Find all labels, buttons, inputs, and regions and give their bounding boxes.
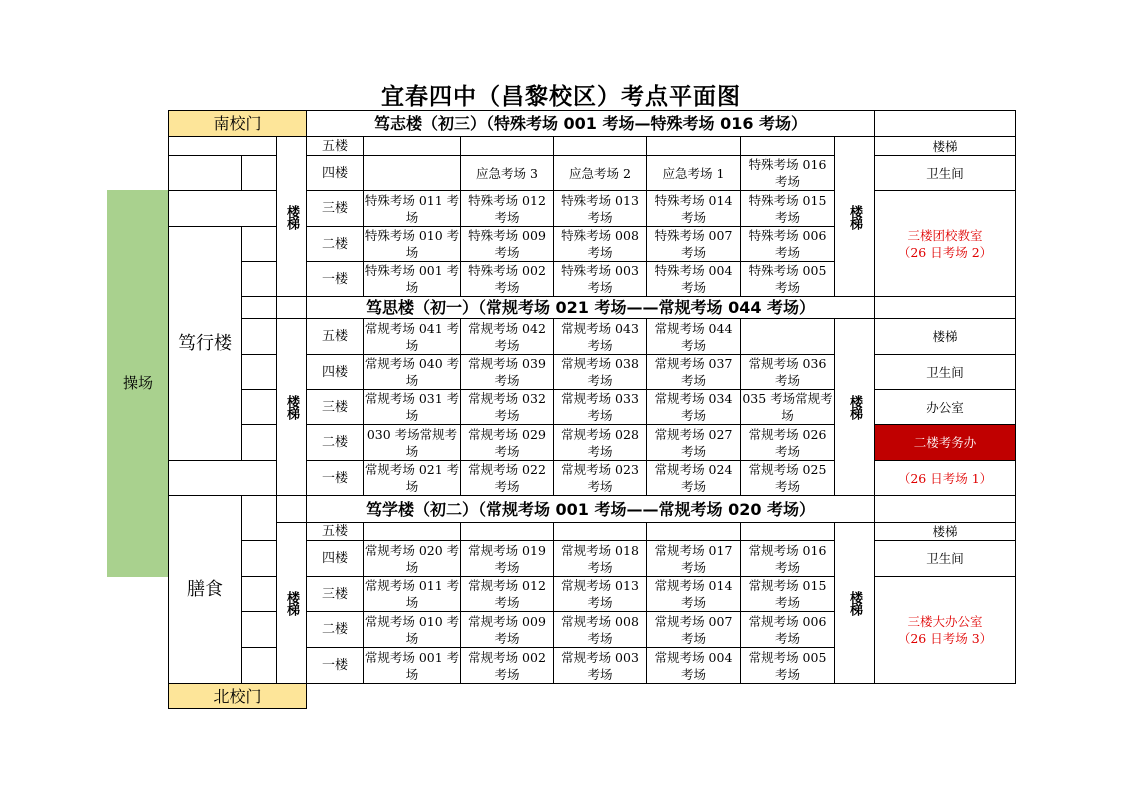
stairs-left-zhi: 楼梯 — [276, 136, 307, 297]
exam-room — [646, 522, 741, 541]
exam-room: 常规考场 036 考场 — [740, 354, 835, 390]
right-office-xue — [874, 576, 1016, 684]
left-blank — [241, 424, 277, 461]
floor-label: 四楼 — [306, 155, 364, 191]
office-note: （26 日考场 3） — [897, 631, 993, 646]
left-blank — [241, 318, 277, 355]
exam-room: 常规考场 011 考场 — [364, 578, 460, 610]
exam-room: 常规考场 032 考场 — [460, 389, 554, 425]
left-blank — [241, 495, 277, 541]
exam-room: 常规考场 012 考场 — [460, 576, 554, 612]
exam-room: 常规考场 043 考场 — [553, 318, 647, 355]
exam-room: 特殊考场 012 考场 — [460, 190, 554, 227]
exam-room: 常规考场 017 考场 — [646, 540, 741, 577]
exam-room: 常规考场 028 考场 — [553, 424, 647, 461]
floor-label: 四楼 — [306, 540, 364, 577]
exam-room: 常规考场 038 考场 — [553, 354, 647, 390]
right-exam_office-si: 二楼考务办 — [874, 424, 1016, 461]
right-toilet-si: 卫生间 — [874, 354, 1016, 390]
left-blank — [241, 611, 277, 648]
floor-label: 一楼 — [306, 460, 364, 496]
left-blank — [241, 354, 277, 390]
playground: 操场 — [107, 190, 169, 577]
exam-room: 特殊考场 005 考场 — [740, 261, 835, 297]
exam-room: 常规考场 025 考场 — [740, 460, 835, 496]
exam-room: 特殊考场 003 考场 — [553, 261, 647, 297]
north-gate: 北校门 — [168, 683, 307, 709]
right-stairs-si: 楼梯 — [874, 318, 1016, 355]
stairs-left-si: 楼梯 — [276, 318, 307, 496]
exam-room: 常规考场 024 考场 — [646, 460, 741, 496]
right-note-si: （26 日考场 1） — [874, 460, 1016, 496]
stairs-right-si: 楼梯 — [834, 318, 875, 496]
exam-room: 特殊考场 007 考场 — [646, 226, 741, 262]
left-blank — [241, 261, 277, 297]
floor-label: 五楼 — [306, 318, 364, 355]
exam-room: 常规考场 015 考场 — [740, 576, 835, 612]
exam-room: 常规考场 004 考场 — [646, 647, 741, 684]
floor-label: 四楼 — [306, 354, 364, 390]
floor-label: 二楼 — [306, 226, 364, 262]
exam-room: 应急考场 2 — [553, 155, 647, 191]
exam-room — [553, 522, 647, 541]
exam-room — [553, 136, 647, 156]
exam-room: 035 考场常规考场 — [740, 389, 835, 425]
exam-room: 特殊考场 015 考场 — [740, 190, 835, 227]
building-header-si: 笃思楼（初一）（常规考场 021 考场——常规考场 044 考场） — [306, 296, 875, 319]
left-blank — [168, 190, 277, 227]
exam-room: 常规考场 016 考场 — [740, 540, 835, 577]
exam-room: 常规考场 002 考场 — [460, 647, 554, 684]
exam-room — [363, 522, 461, 541]
floor-label: 五楼 — [306, 136, 364, 156]
left-blank — [241, 389, 277, 425]
right-toilet-xue: 卫生间 — [874, 540, 1016, 577]
building-header-xue: 笃学楼（初二）（常规考场 001 考场——常规考场 020 考场） — [306, 495, 875, 523]
exam-room: 常规考场 026 考场 — [740, 424, 835, 461]
south-gate: 南校门 — [168, 110, 307, 137]
exam-room: 常规考场 009 考场 — [460, 611, 554, 648]
right-header-blank-xue — [874, 495, 1016, 523]
exam-room: 常规考场 034 考场 — [646, 389, 741, 425]
exam-room: 特殊考场 011 考场 — [363, 190, 461, 227]
exam-room: 常规考场 033 考场 — [553, 389, 647, 425]
exam-room: 常规考场 021 考场 — [364, 462, 460, 494]
exam-room: 特殊考场 016 考场 — [740, 155, 835, 191]
right-header-blank-si — [874, 296, 1016, 319]
exam-room: 常规考场 037 考场 — [646, 354, 741, 390]
right-office-zhi — [874, 190, 1016, 297]
floor-label: 三楼 — [306, 389, 364, 425]
exam-room: 030 考场常规考场 — [363, 424, 461, 461]
exam-room — [740, 318, 835, 355]
exam-room: 特殊考场 006 考场 — [740, 226, 835, 262]
exam-room: 常规考场 003 考场 — [553, 647, 647, 684]
exam-room: 常规考场 042 考场 — [460, 318, 554, 355]
exam-room: 常规考场 040 考场 — [364, 356, 460, 388]
exam-room: 常规考场 029 考场 — [460, 424, 554, 461]
left-blank — [241, 155, 277, 191]
exam-room: 常规考场 008 考场 — [553, 611, 647, 648]
exam-room — [363, 155, 461, 191]
office-name: 三楼团校教室 — [907, 227, 983, 243]
exam-room: 常规考场 014 考场 — [646, 576, 741, 612]
exam-room: 常规考场 018 考场 — [553, 540, 647, 577]
right-toilet-zhi: 卫生间 — [874, 155, 1016, 191]
exam-room: 常规考场 039 考场 — [460, 354, 554, 390]
right-office-si: 办公室 — [874, 389, 1016, 425]
stairs-left-xue: 楼梯 — [276, 522, 307, 684]
left-blank — [168, 460, 277, 496]
exam-room: 特殊考场 002 考场 — [460, 261, 554, 297]
exam-room: 特殊考场 010 考场 — [364, 228, 460, 260]
stairs-right-xue: 楼梯 — [834, 522, 875, 684]
exam-room: 常规考场 010 考场 — [363, 611, 461, 648]
exam-room: 特殊考场 008 考场 — [553, 226, 647, 262]
left-blank — [168, 155, 242, 191]
right-stairs-zhi: 楼梯 — [874, 136, 1016, 156]
left-blank — [241, 647, 277, 684]
floor-label: 三楼 — [306, 576, 364, 612]
exam-room: 常规考场 022 考场 — [460, 460, 554, 496]
office-name: 三楼大办公室 — [907, 614, 983, 629]
exam-room: 常规考场 019 考场 — [460, 540, 554, 577]
floor-label: 三楼 — [306, 190, 364, 227]
exam-room: 常规考场 031 考场 — [364, 391, 460, 423]
exam-room — [460, 522, 554, 541]
exam-room — [740, 522, 835, 541]
exam-room: 常规考场 041 考场 — [363, 318, 461, 355]
exam-room: 常规考场 027 考场 — [646, 424, 741, 461]
office-note: （26 日考场 2） — [897, 244, 993, 260]
exam-room: 特殊考场 001 考场 — [364, 263, 460, 295]
exam-room: 常规考场 007 考场 — [646, 611, 741, 648]
exam-room: 常规考场 005 考场 — [740, 647, 835, 684]
left-blank-top — [168, 136, 277, 156]
exam-room: 常规考场 020 考场 — [363, 540, 461, 577]
right-header-blank-zhi — [874, 110, 1016, 137]
exam-room — [363, 136, 461, 156]
exam-room: 特殊考场 009 考场 — [460, 226, 554, 262]
floor-label: 一楼 — [306, 261, 364, 297]
exam-room: 特殊考场 014 考场 — [646, 190, 741, 227]
exam-room: 特殊考场 004 考场 — [646, 261, 741, 297]
floor-label: 二楼 — [306, 424, 364, 461]
exam-room — [740, 136, 835, 156]
exam-room: 常规考场 001 考场 — [363, 647, 461, 684]
building-header-zhi: 笃志楼（初三）（特殊考场 001 考场—特殊考场 016 考场） — [306, 110, 875, 137]
exam-room: 常规考场 044 考场 — [646, 318, 741, 355]
exam-room: 常规考场 006 考场 — [740, 611, 835, 648]
stairs-right-zhi: 楼梯 — [834, 136, 875, 297]
floor-label: 五楼 — [306, 522, 364, 541]
floor-label: 一楼 — [306, 647, 364, 684]
exam-room: 特殊考场 013 考场 — [553, 190, 647, 227]
left-blank — [241, 296, 277, 319]
exam-room: 常规考场 013 考场 — [553, 576, 647, 612]
duxing-building: 笃行楼 — [168, 226, 242, 461]
page-title: 宜春四中（昌黎校区）考点平面图 — [381, 84, 741, 110]
exam-room — [646, 136, 741, 156]
floor-label: 二楼 — [306, 611, 364, 648]
left-blank — [241, 226, 277, 262]
exam-room: 常规考场 023 考场 — [553, 460, 647, 496]
exam-room: 应急考场 3 — [460, 155, 554, 191]
exam-room — [460, 136, 554, 156]
canteen: 膳食 — [168, 495, 242, 684]
left-blank — [241, 540, 277, 577]
left-blank — [241, 576, 277, 612]
right-stairs-xue: 楼梯 — [874, 522, 1016, 541]
exam-room: 应急考场 1 — [646, 155, 741, 191]
